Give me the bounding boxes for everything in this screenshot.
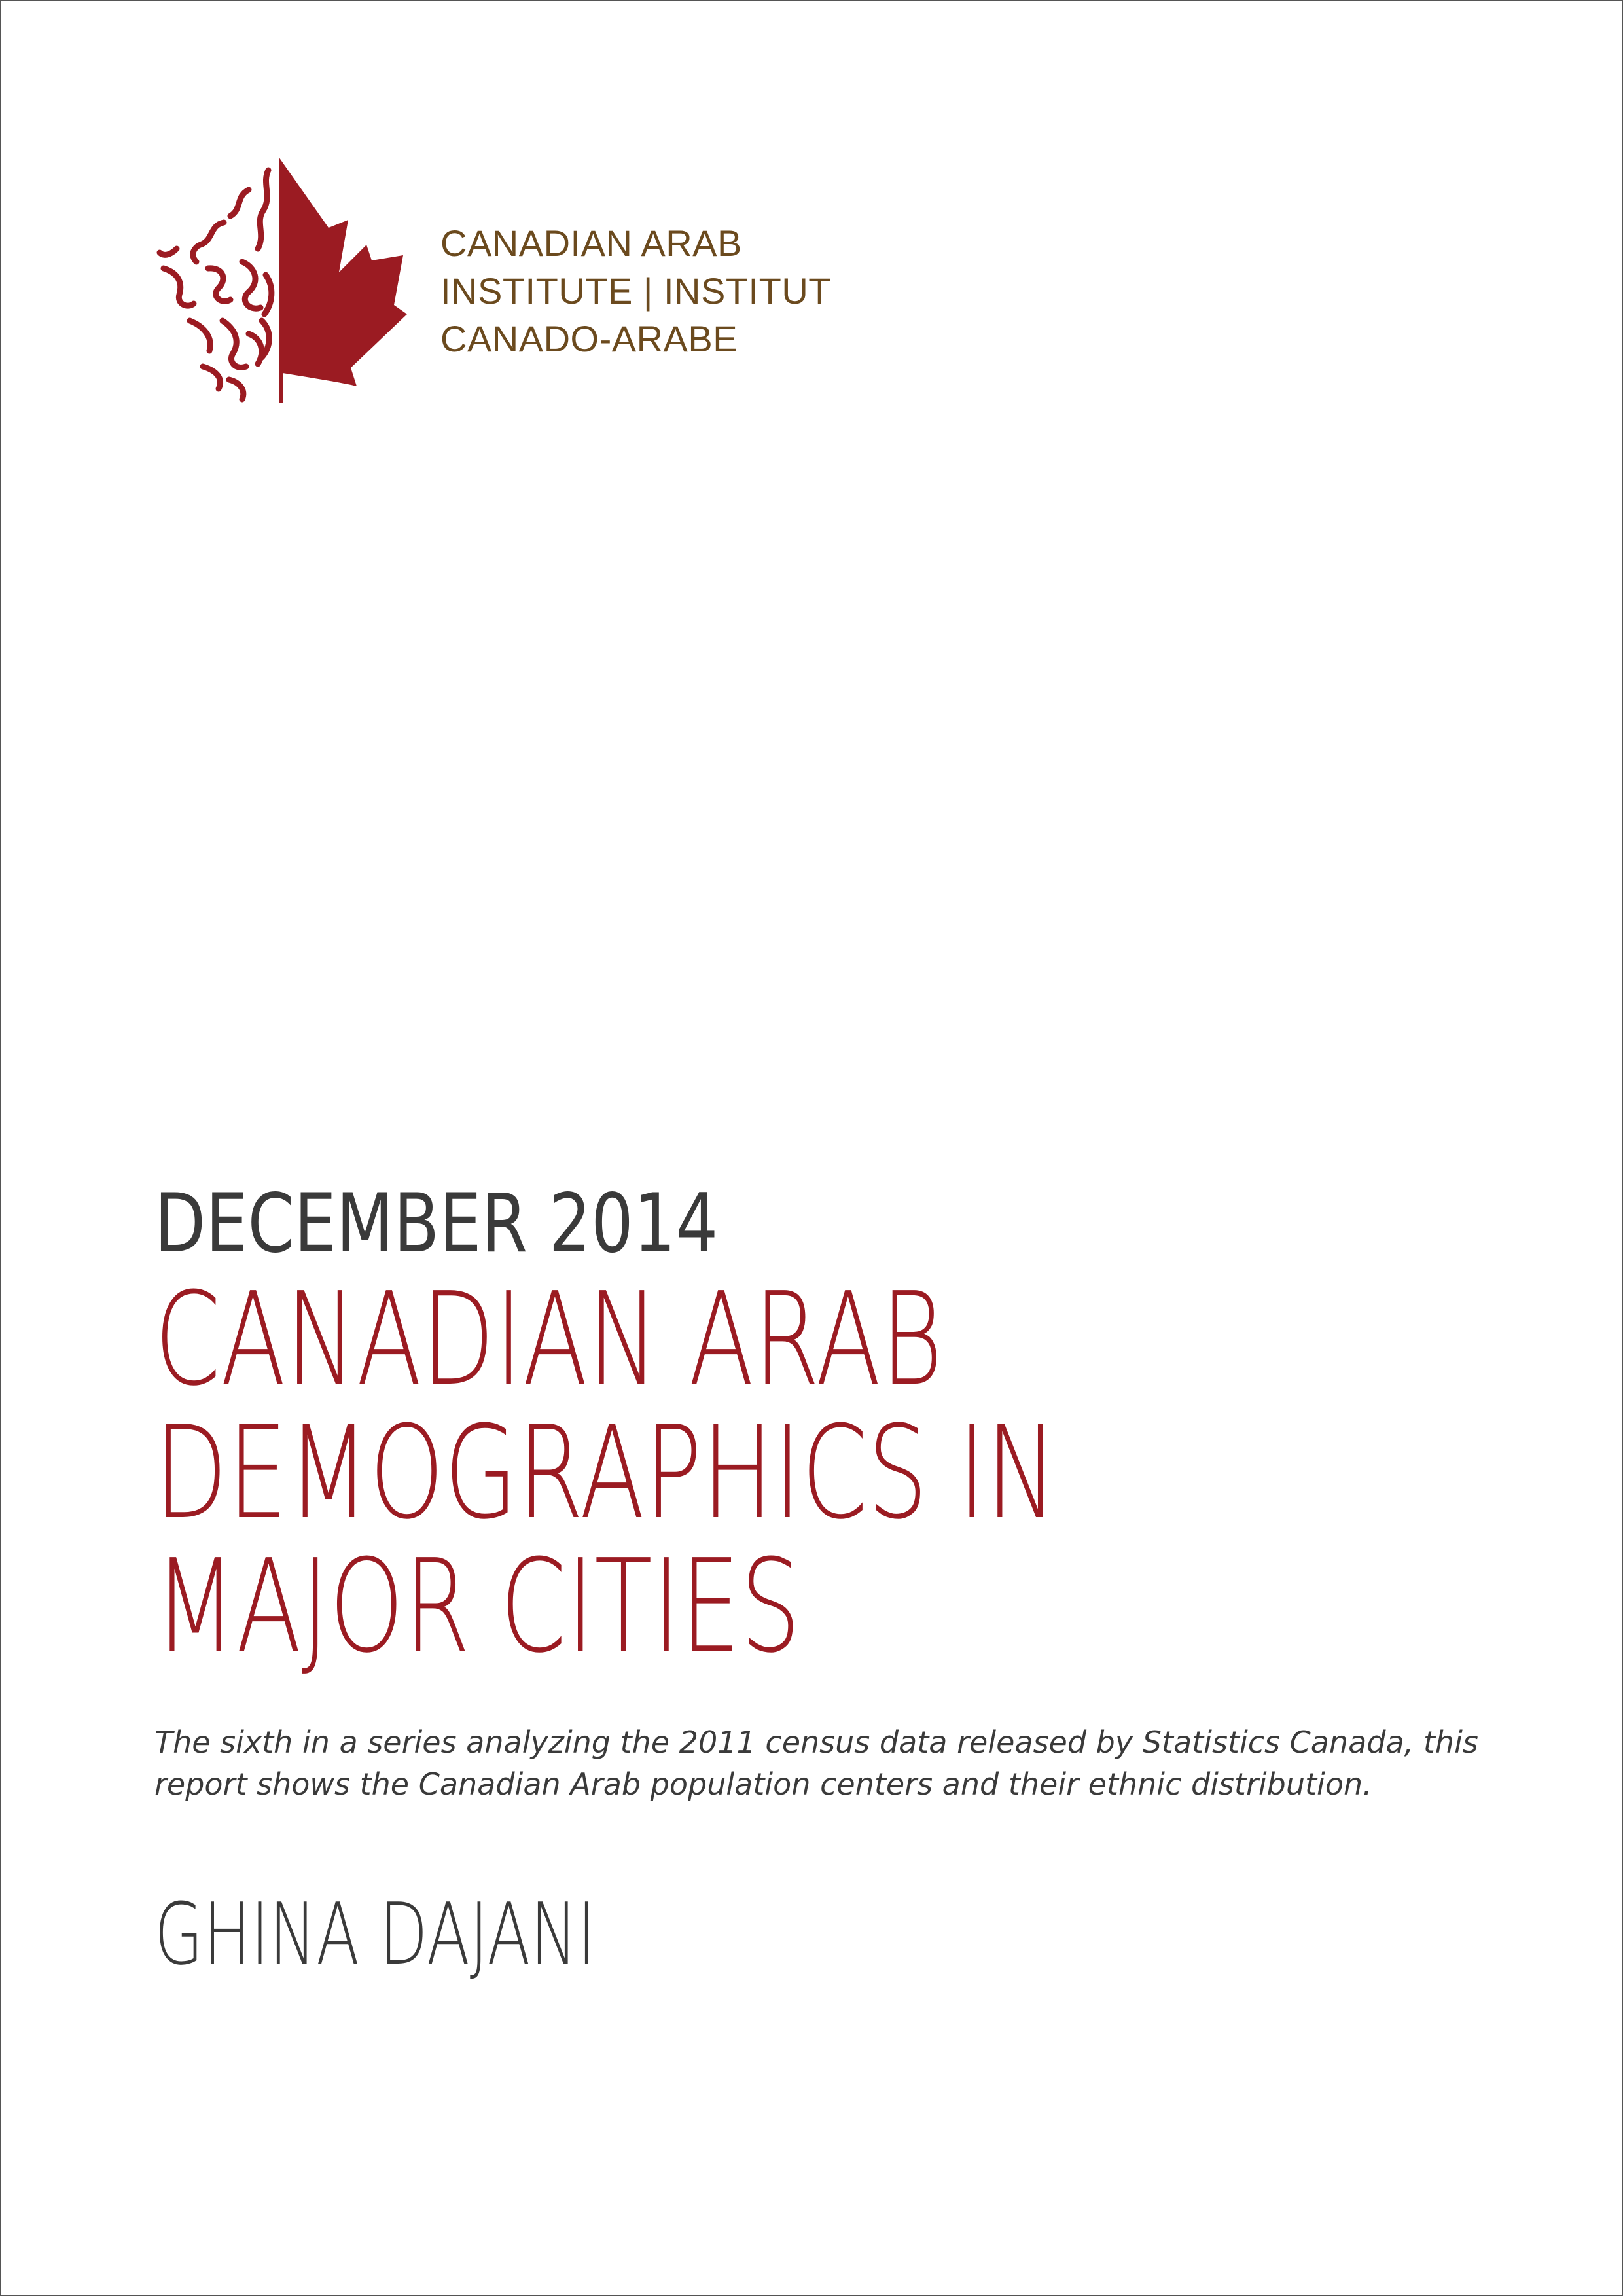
report-title-line-3: MAJOR CITIES (154, 1532, 801, 1681)
institute-name (440, 219, 831, 363)
institute-name-line-3: CANADO-ARABE (440, 318, 738, 359)
author-name: GHINA DAJANI (154, 1884, 596, 1984)
report-title-line-2: DEMOGRAPHICS IN (154, 1399, 1058, 1548)
report-title-line-1: CANADIAN ARAB (154, 1265, 943, 1414)
report-subtitle-line-1: The sixth in a series analyzing the 2011 census data released by Statistics Canada, this (154, 1725, 1478, 1760)
institute-name-line-2: INSTITUTE | INSTITUT (440, 270, 831, 312)
report-subtitle (154, 1721, 1496, 1805)
title-block (154, 1175, 1529, 1681)
report-subtitle-line-2: report shows the Canadian Arab population centers and their ethnic distribution. (154, 1767, 1372, 1802)
report-title (154, 1265, 1171, 1681)
maple-leaf-calligraphy-icon (151, 157, 412, 419)
publication-date: DECEMBER 2014 (154, 1177, 719, 1271)
institute-name-line-1: CANADIAN ARAB (440, 223, 742, 264)
institute-logo (151, 157, 831, 419)
